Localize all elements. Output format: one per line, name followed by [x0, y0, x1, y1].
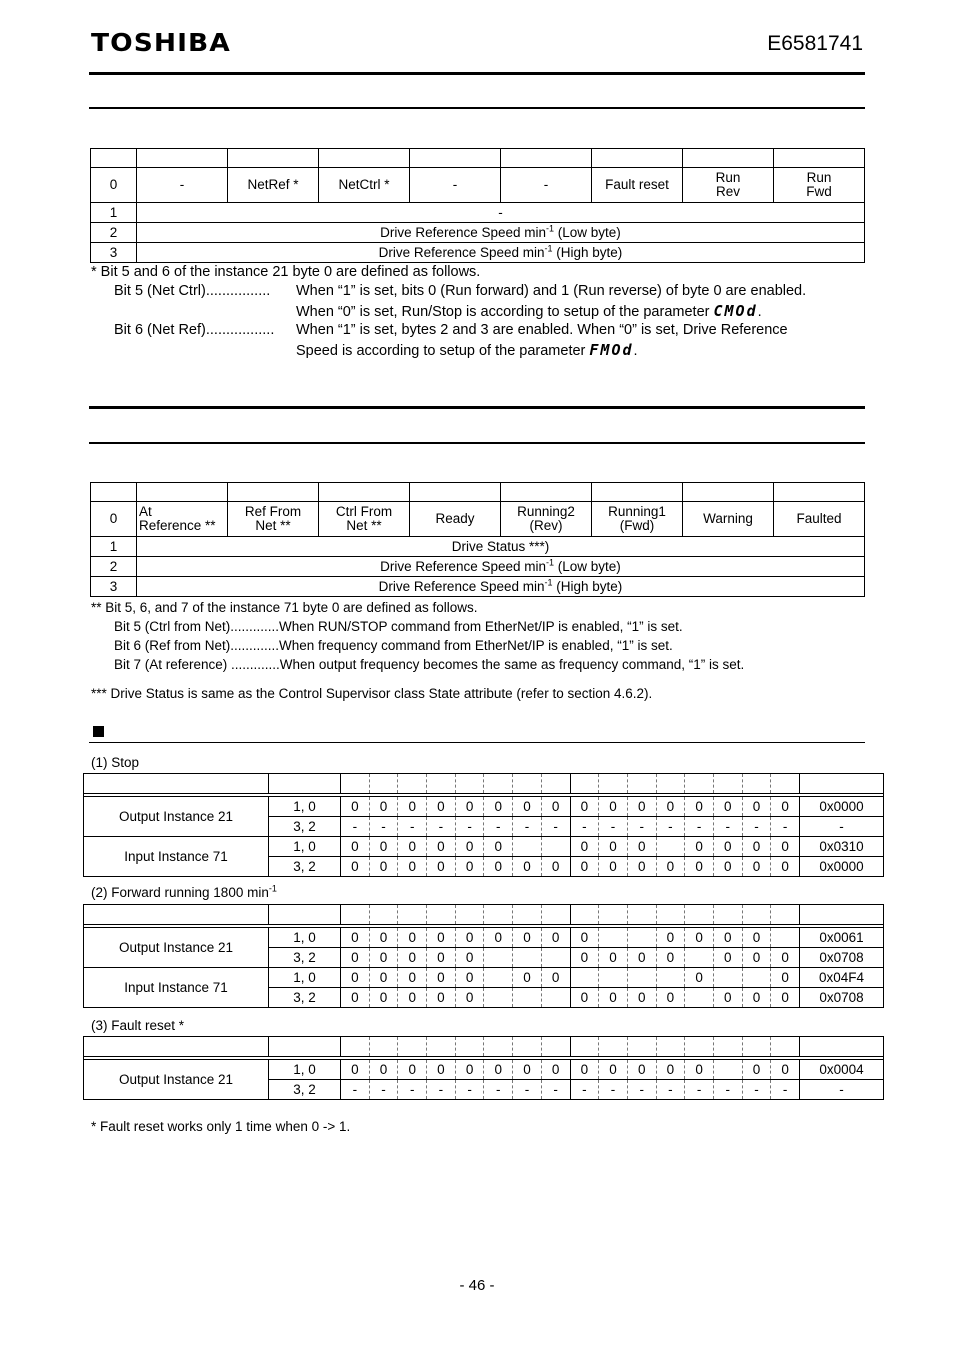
bit-cell: -: [742, 817, 771, 837]
byte-label: 1, 0: [269, 928, 341, 948]
bit-cell: 0: [541, 857, 570, 877]
bit-cell: 0: [685, 837, 714, 857]
table-row: [91, 243, 865, 263]
bit-cell: [685, 988, 714, 1008]
bit-cell: -: [341, 817, 370, 837]
bit-cell: [627, 968, 656, 988]
bit-cell: 0: [427, 857, 456, 877]
byte-cell: 1: [91, 203, 137, 223]
bit5-desc-2: When “0” is set, Run/Stop is according to setup of the parameter CMOd.: [296, 302, 762, 320]
hex-value: 0x0708: [800, 948, 884, 968]
bit-cell: [713, 968, 742, 988]
bit-cell: -: [771, 817, 800, 837]
bit6-cell: Ref From Net **: [228, 502, 319, 537]
table-row: [84, 797, 884, 817]
bit-cell: 0: [742, 988, 771, 1008]
bit-cell: [484, 988, 513, 1008]
bit6-desc-1: When “1” is set, bytes 2 and 3 are enabled. When “0” is set, Drive Reference: [296, 322, 788, 338]
bit-cell: 0: [427, 988, 456, 1008]
bit-cell: 0: [742, 837, 771, 857]
bit-cell: 0: [570, 948, 599, 968]
fault-example-table: [83, 1036, 884, 1100]
example-rule: [89, 742, 865, 743]
hex-value: 0x0000: [800, 797, 884, 817]
bit-cell: 0: [513, 857, 542, 877]
instance-label: Input Instance 71: [84, 837, 269, 877]
byte-label: 3, 2: [269, 988, 341, 1008]
bit-cell: 0: [541, 968, 570, 988]
bit-cell: [713, 1060, 742, 1080]
bit-cell: 0: [455, 857, 484, 877]
bit-cell: 0: [341, 928, 370, 948]
bit-cell: 0: [599, 988, 628, 1008]
bit-cell: 0: [627, 988, 656, 1008]
bit-cell: -: [455, 1080, 484, 1100]
table-row: [84, 1060, 884, 1080]
bit-cell: 0: [398, 797, 427, 817]
forward-example-table: [83, 904, 884, 1008]
bit-cell: 0: [599, 857, 628, 877]
bit-cell: 0: [484, 797, 513, 817]
output-instance-21-table: [90, 148, 865, 263]
bit-cell: 0: [599, 837, 628, 857]
instance-label: Output Instance 21: [84, 928, 269, 968]
bit-cell: 0: [513, 928, 542, 948]
bit1-cell: Run Rev: [683, 168, 774, 203]
bit0-cell: Run Fwd: [774, 168, 865, 203]
bit-cell: 0: [427, 797, 456, 817]
bit-cell: 0: [398, 948, 427, 968]
bit-cell: -: [742, 1080, 771, 1100]
forward-title: (2) Forward running 1800 $\min^{-1}$: [91, 883, 277, 900]
bit-cell: -: [427, 817, 456, 837]
bit-cell: [484, 968, 513, 988]
byte-cell: 3: [91, 577, 137, 597]
bit-cell: 0: [369, 857, 398, 877]
hex-value: 0x0310: [800, 837, 884, 857]
input-bit6-desc: Bit 6 (Ref from Net).............When frequency command from EtherNet/IP is enabled, “1” is set.: [114, 638, 673, 653]
bit-cell: 0: [369, 1060, 398, 1080]
bit3-cell: -: [501, 168, 592, 203]
bit-cell: 0: [455, 928, 484, 948]
bit-cell: -: [656, 817, 685, 837]
bit-cell: -: [570, 817, 599, 837]
bit-cell: 0: [513, 797, 542, 817]
bit-cell: 0: [742, 928, 771, 948]
bit-cell: 0: [427, 1060, 456, 1080]
fmod-param: FMOd: [589, 341, 634, 359]
bit-cell: 0: [627, 857, 656, 877]
bit-cell: [513, 948, 542, 968]
bit-cell: 0: [398, 857, 427, 877]
bit-cell: 0: [771, 797, 800, 817]
speed-high-cell: Drive Reference Speed $\min^{-1}$ (High byte): [137, 243, 865, 263]
bit-cell: 0: [570, 988, 599, 1008]
bit-cell: [570, 968, 599, 988]
bit-cell: -: [713, 1080, 742, 1100]
bit-cell: 0: [369, 968, 398, 988]
bit-cell: 0: [656, 928, 685, 948]
drive-status-cell: Drive Status ***): [137, 537, 865, 557]
bit-cell: -: [541, 817, 570, 837]
bit-cell: [742, 968, 771, 988]
bit-cell: 0: [771, 1060, 800, 1080]
bit-cell: 0: [369, 837, 398, 857]
bit-cell: 0: [685, 857, 714, 877]
bit4-cell: Ready: [410, 502, 501, 537]
hex-value: -: [800, 817, 884, 837]
byte-label: 3, 2: [269, 857, 341, 877]
byte-label: 1, 0: [269, 837, 341, 857]
bit-cell: 0: [627, 797, 656, 817]
bit-cell: 0: [685, 968, 714, 988]
bit-cell: 0: [427, 948, 456, 968]
bit-cell: [513, 837, 542, 857]
input-note-title: ** Bit 5, 6, and 7 of the instance 71 byte 0 are defined as follows.: [91, 600, 478, 615]
bit-cell: 0: [713, 837, 742, 857]
bit-cell: [599, 968, 628, 988]
section-rule-3: [89, 442, 865, 444]
hex-value: 0x0708: [800, 988, 884, 1008]
bit-cell: 0: [369, 797, 398, 817]
bit-cell: 0: [341, 988, 370, 1008]
bit-cell: 0: [369, 928, 398, 948]
bit-cell: 0: [541, 797, 570, 817]
hex-value: 0x04F4: [800, 968, 884, 988]
bit6-cell: NetRef *: [228, 168, 319, 203]
fault-note: * Fault reset works only 1 time when 0 -> 1.: [91, 1119, 351, 1134]
bit-cell: -: [599, 817, 628, 837]
bit-cell: 0: [713, 948, 742, 968]
bit-cell: 0: [398, 928, 427, 948]
bit-cell: 0: [599, 797, 628, 817]
stop-example-table: [83, 773, 884, 877]
table-row: [84, 968, 884, 988]
output-note-title: * Bit 5 and 6 of the instance 21 byte 0 are defined as follows.: [91, 264, 481, 280]
byte-cell: 0: [91, 168, 137, 203]
speed-low-cell: Drive Reference Speed $\min^{-1} (Low$ byte): [137, 223, 865, 243]
hex-value: 0x0061: [800, 928, 884, 948]
bit-cell: [541, 948, 570, 968]
bit-cell: 0: [570, 857, 599, 877]
bit-cell: 0: [599, 948, 628, 968]
bit-cell: -: [771, 1080, 800, 1100]
byte-label: 3, 2: [269, 817, 341, 837]
hex-value: -: [800, 1080, 884, 1100]
bit4-cell: -: [410, 168, 501, 203]
bit-cell: -: [484, 1080, 513, 1100]
table-row: [84, 928, 884, 948]
bit-cell: 0: [627, 948, 656, 968]
bit-cell: 0: [656, 797, 685, 817]
bit-cell: -: [427, 1080, 456, 1100]
bit-cell: -: [341, 1080, 370, 1100]
byte-label: 3, 2: [269, 948, 341, 968]
bit-cell: 0: [599, 1060, 628, 1080]
bit-cell: 0: [398, 988, 427, 1008]
byte-cell: 2: [91, 223, 137, 243]
bit6-desc-2: Speed is according to setup of the parameter FMOd.: [296, 341, 638, 359]
bit6-label: Bit 6 (Net Ref).................: [114, 322, 275, 338]
bit-cell: -: [513, 817, 542, 837]
bit-cell: 0: [341, 857, 370, 877]
bit-cell: 0: [627, 837, 656, 857]
bit-cell: [541, 988, 570, 1008]
header-rule: [89, 72, 865, 75]
bit2-cell: Fault reset: [592, 168, 683, 203]
table-row: [91, 577, 865, 597]
stop-title: (1) Stop: [91, 755, 140, 770]
speed-low-cell: Drive Reference Speed $\min^{-1} (Low$ byte): [137, 557, 865, 577]
bit-cell: 0: [398, 1060, 427, 1080]
bit-cell: 0: [685, 797, 714, 817]
bit-cell: 0: [742, 797, 771, 817]
bit-cell: 0: [455, 968, 484, 988]
bit-cell: -: [484, 817, 513, 837]
input-bit5-desc: Bit 5 (Ctrl from Net).............When RUN/STOP command from EtherNet/IP is enabled, “1” is set.: [114, 619, 683, 634]
bit-cell: [656, 968, 685, 988]
instance-label: Output Instance 21: [84, 797, 269, 837]
bit-cell: -: [599, 1080, 628, 1100]
table-row: [91, 557, 865, 577]
fault-title: (3) Fault reset *: [91, 1018, 185, 1033]
bit-cell: 0: [771, 837, 800, 857]
bit7-cell: At Reference **: [137, 502, 228, 537]
bit-cell: -: [570, 1080, 599, 1100]
bit-cell: [541, 837, 570, 857]
bit-cell: -: [398, 817, 427, 837]
bit-cell: -: [713, 817, 742, 837]
bit-cell: 0: [685, 928, 714, 948]
bit-cell: 0: [656, 948, 685, 968]
table-row: [91, 223, 865, 243]
bit-cell: 0: [427, 928, 456, 948]
bit-cell: 0: [771, 948, 800, 968]
bit-cell: 0: [713, 988, 742, 1008]
bit-cell: -: [513, 1080, 542, 1100]
bit-cell: -: [369, 1080, 398, 1100]
instance-label: Input Instance 71: [84, 968, 269, 1008]
byte-label: 1, 0: [269, 968, 341, 988]
bit-cell: 0: [513, 1060, 542, 1080]
instance-label: Output Instance 21: [84, 1060, 269, 1100]
byte-cell: 2: [91, 557, 137, 577]
bit-cell: 0: [341, 1060, 370, 1080]
bit-cell: 0: [455, 1060, 484, 1080]
bit-cell: 0: [513, 968, 542, 988]
bit-cell: 0: [398, 968, 427, 988]
page-number: - 46 -: [459, 1277, 495, 1294]
bit-cell: 0: [455, 948, 484, 968]
bit-cell: 0: [713, 928, 742, 948]
bit-cell: 0: [570, 928, 599, 948]
bit-cell: 0: [484, 837, 513, 857]
bit-cell: 0: [570, 837, 599, 857]
bit2-cell: Running1 (Fwd): [592, 502, 683, 537]
bit-cell: 0: [455, 797, 484, 817]
bit-cell: 0: [427, 837, 456, 857]
bit3-cell: Running2 (Rev): [501, 502, 592, 537]
input-instance-71-table: [90, 482, 865, 597]
bit-cell: 0: [771, 857, 800, 877]
document-number: E6581741: [767, 32, 863, 55]
bit-cell: -: [627, 817, 656, 837]
bit-cell: -: [369, 817, 398, 837]
bit-cell: 0: [484, 928, 513, 948]
byte-label: 3, 2: [269, 1080, 341, 1100]
bit-cell: 0: [455, 988, 484, 1008]
bit-cell: 0: [455, 837, 484, 857]
bit-cell: [599, 928, 628, 948]
bit5-label: Bit 5 (Net Ctrl)................: [114, 283, 271, 299]
bit-cell: -: [398, 1080, 427, 1100]
bit-cell: 0: [341, 968, 370, 988]
bit-cell: 0: [341, 797, 370, 817]
bit-cell: [513, 988, 542, 1008]
hex-value: 0x0000: [800, 857, 884, 877]
section-rule-top: [89, 107, 865, 109]
bit-cell: 0: [713, 797, 742, 817]
table-row: [91, 502, 865, 537]
bit-cell: 0: [627, 1060, 656, 1080]
bit5-cell: Ctrl From Net **: [319, 502, 410, 537]
bit-cell: -: [656, 1080, 685, 1100]
bit-cell: -: [685, 817, 714, 837]
bit-cell: 0: [771, 968, 800, 988]
table-row: [91, 168, 865, 203]
bit-cell: 0: [369, 948, 398, 968]
bit-cell: -: [541, 1080, 570, 1100]
cmod-param: CMOd: [713, 302, 758, 320]
bit-cell: 0: [341, 837, 370, 857]
bit-cell: [685, 948, 714, 968]
reserved-cell: -: [137, 203, 865, 223]
table-row: [91, 537, 865, 557]
byte-label: 1, 0: [269, 1060, 341, 1080]
bit-cell: 0: [541, 928, 570, 948]
bit-cell: [484, 948, 513, 968]
toshiba-logo: TOSHIBA: [91, 28, 231, 57]
bit5-cell: NetCtrl *: [319, 168, 410, 203]
bit-cell: 0: [656, 988, 685, 1008]
byte-cell: 3: [91, 243, 137, 263]
bit-cell: -: [685, 1080, 714, 1100]
bit-cell: 0: [742, 948, 771, 968]
bit-cell: [627, 928, 656, 948]
bit-cell: 0: [570, 797, 599, 817]
bit-cell: 0: [656, 1060, 685, 1080]
bit-cell: 0: [685, 1060, 714, 1080]
bit-cell: 0: [656, 857, 685, 877]
bit-cell: 0: [541, 1060, 570, 1080]
table-row: [84, 837, 884, 857]
bit-cell: 0: [742, 1060, 771, 1080]
bit-cell: [771, 928, 800, 948]
bit-cell: 0: [570, 1060, 599, 1080]
bit-cell: -: [627, 1080, 656, 1100]
byte-label: 1, 0: [269, 797, 341, 817]
hex-value: 0x0004: [800, 1060, 884, 1080]
bit-cell: 0: [484, 857, 513, 877]
bit0-cell: Faulted: [774, 502, 865, 537]
bit-cell: 0: [369, 988, 398, 1008]
bit7-cell: -: [137, 168, 228, 203]
bit-cell: 0: [713, 857, 742, 877]
table-row: [91, 203, 865, 223]
byte-cell: 0: [91, 502, 137, 537]
bit-cell: 0: [484, 1060, 513, 1080]
section-rule-2: [89, 406, 865, 409]
bit-cell: 0: [341, 948, 370, 968]
byte-cell: 1: [91, 537, 137, 557]
input-bit7-desc: Bit 7 (At reference) .............When output frequency becomes the same as frequency command, “1” is set.: [114, 657, 745, 672]
bit1-cell: Warning: [683, 502, 774, 537]
speed-high-cell: Drive Reference Speed $\min^{-1}$ (High byte): [137, 577, 865, 597]
bullet-square-icon: [93, 726, 104, 737]
bit-cell: 0: [742, 857, 771, 877]
bit-cell: [656, 837, 685, 857]
bit-cell: -: [455, 817, 484, 837]
bit-cell: 0: [771, 988, 800, 1008]
drive-status-note: *** Drive Status is same as the Control Supervisor class State attribute (refer to section 4.6.2).: [91, 686, 653, 701]
bit5-desc-1: When “1” is set, bits 0 (Run forward) and 1 (Run reverse) of byte 0 are enabled.: [296, 283, 807, 299]
bit-cell: 0: [427, 968, 456, 988]
bit-cell: 0: [398, 837, 427, 857]
